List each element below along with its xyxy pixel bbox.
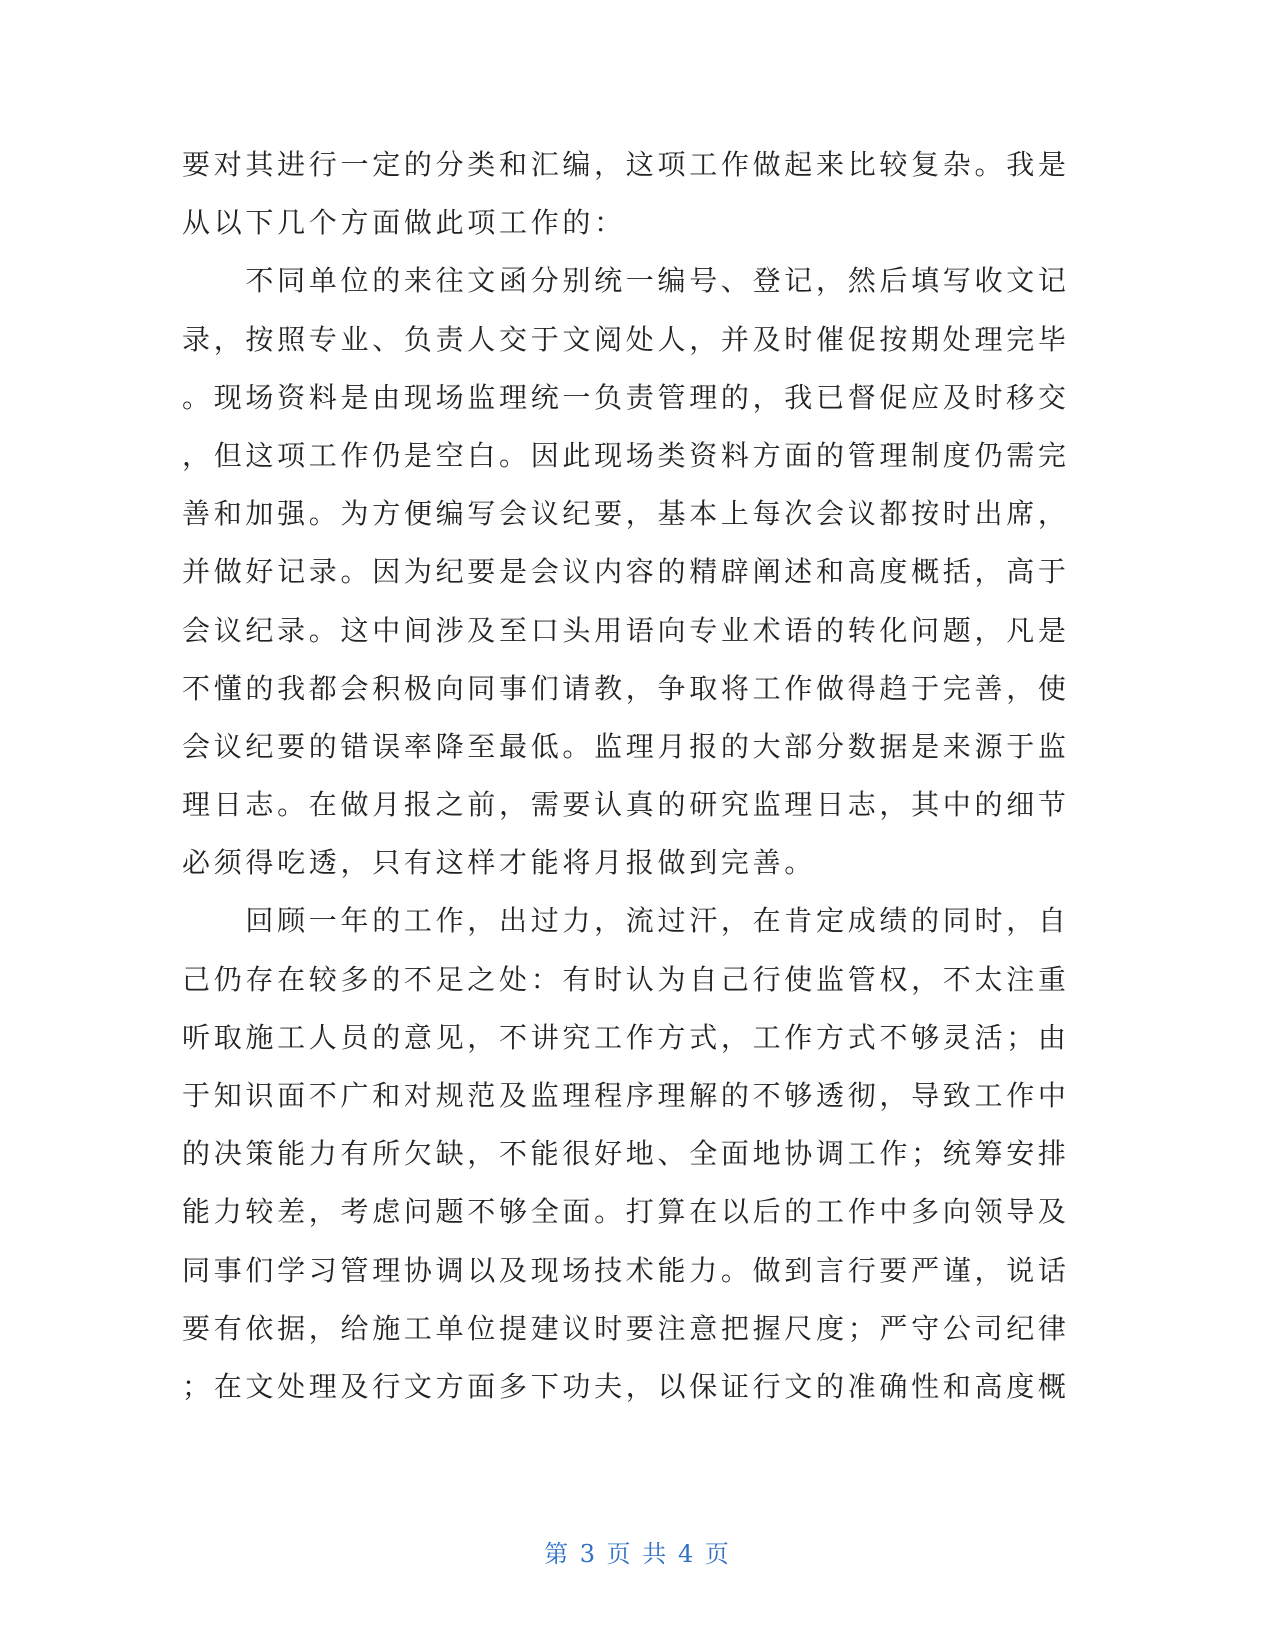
text-line: ；在文处理及行文方面多下功夫，以保证行文的准确性和高度概: [182, 1369, 1070, 1403]
text-line: 录，按照专业、负责人交于文阅处人，并及时催促按期处理完毕: [182, 322, 1070, 356]
text-line: 己仍存在较多的不足之处：有时认为自己行使监管权，不太注重: [182, 962, 1070, 996]
text-line: 不同单位的来往文函分别统一编号、登记，然后填写收文记: [182, 264, 1070, 298]
text-line: 并做好记录。因为纪要是会议内容的精辟阐述和高度概括，高于: [182, 555, 1070, 589]
text-line: 必须得吃透，只有这样才能将月报做到完善。: [182, 846, 817, 880]
page-footer: [0, 1534, 1275, 1569]
text-line: 于知识面不广和对规范及监理程序理解的不够透彻，导致工作中: [182, 1079, 1070, 1112]
text-line: 从以下几个方面做此项工作的：: [182, 206, 626, 240]
text-line: 会议纪录。这中间涉及至口头用语向专业术语的转化问题，凡是: [182, 613, 1070, 647]
text-line: 回顾一年的工作，出过力，流过汗，在肯定成绩的同时，自: [182, 904, 1070, 938]
text-line: ，但这项工作仍是空白。因此现场类资料方面的管理制度仍需完: [182, 438, 1070, 472]
text-line: 能力较差，考虑问题不够全面。打算在以后的工作中多向领导及: [182, 1195, 1070, 1229]
footer-prefix: 第: [544, 1540, 571, 1568]
text-line: 要对其进行一定的分类和汇编，这项工作做起来比较复杂。我是: [182, 148, 1070, 181]
text-line: 不懂的我都会积极向同事们请教，争取将工作做得趋于完善，使: [182, 671, 1070, 705]
footer-suffix: 页: [704, 1540, 731, 1568]
text-line: 善和加强。为方便编写会议纪要，基本上每次会议都按时出席，: [182, 497, 1070, 531]
document-body: [182, 136, 1070, 1416]
text-line: 的决策能力有所欠缺，不能很好地、全面地协调工作；统筹安排: [182, 1137, 1070, 1171]
text-line: 。现场资料是由现场监理统一负责管理的，我已督促应及时移交: [182, 380, 1070, 414]
footer-total-pages: 4: [677, 1540, 696, 1568]
text-line: 听取施工人员的意见，不讲究工作方式，工作方式不够灵活；由: [182, 1020, 1070, 1054]
footer-page-number: 3: [579, 1540, 598, 1568]
text-line: 理日志。在做月报之前，需要认真的研究监理日志，其中的细节: [182, 788, 1070, 822]
footer-middle: 页 共: [606, 1540, 669, 1568]
text-line: 会议纪要的错误率降至最低。监理月报的大部分数据是来源于监: [182, 729, 1070, 763]
text-line: 要有依据，给施工单位提建议时要注意把握尺度；严守公司纪律: [182, 1311, 1070, 1345]
text-line: 同事们学习管理协调以及现场技术能力。做到言行要严谨，说话: [182, 1253, 1070, 1287]
